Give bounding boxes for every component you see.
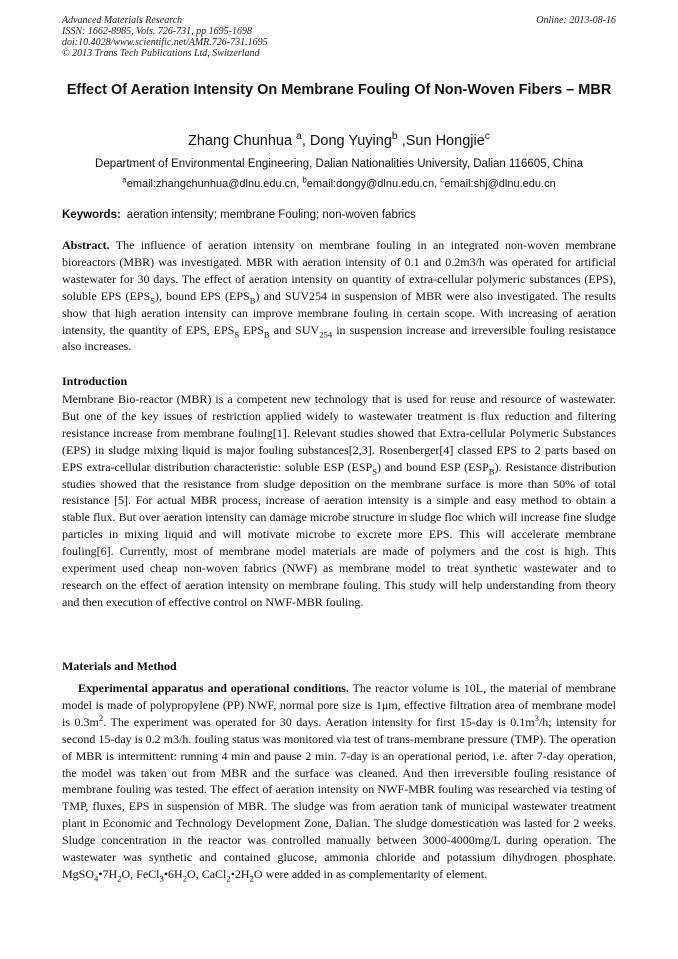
abstract-text: and SUV [269,322,320,337]
journal-name: Advanced Materials Research [62,15,183,26]
methods-text: /h; intensity for second 15-day is 0.2 m3/h. fouling status was monitored via test of trans-membrane pressure (TMP). The operation of MBR is intermittent: running 4 min and pause 2 min. 7-day is an operational period, i.e. after 7-day operation, the model was taken out from MBR and the surface was cleaned. And then irreversible fouling resistance of membrane fouling was tested. The effect of aeration intensity on NWF-MBR fouling was researched via testing of TMP, fluxes, EPS in suspension of MBR. The sludge was from aeration tank of municipal wastewater treatment plant in Economic and Technology Development Zone, Dalian. The sludge domestication was lasted for 2 weeks. Sludge concentration in the reactor was controlled manually between 3000-4000mg/L during operation. The wastewater was synthetic and contained glucose, ammonia chloride and potassium dihydrogen phosphate. MgSO [62,714,616,881]
methods-text: O, FeCl [121,866,160,881]
subscript: 254 [319,328,333,339]
intro-text: ). Resistance distribution studies showed that the resistance from sludge deposition on the membrane surface is more than 50% of total resistance [5]. For actual MBR process, increase of aeration intensity is a simple and easy method to obtain a stable flux. But over aeration intensity can damage microbe structure in sludge floc which will increase fine sludge particles in mixing liquid and will motivate microbe to excrete more EPS. This will accelerate membrane fouling[6]. Currently, most of membrane model materials are made of polymers and the cost is high. This experiment used cheap non-woven fabrics (NWF) as membrane model to treat synthetic wastewater and to research on the effect of aeration intensity on membrane fouling. This study will help understanding from theory and then execution of effective control on NWF-MBR fouling. [62,459,616,609]
author-affil-mark: c [484,131,490,143]
subscript: B [263,328,270,339]
methods-text: O, CaCl [187,866,227,881]
affiliation: Department of Environmental Engineering, Dalian Nationalities University, Dalian 116605, China [95,158,583,170]
subscript: S [150,295,156,306]
email-link[interactable]: email:zhangchunhua@dlnu.edu.cn, [126,178,303,190]
email-mark: c [440,175,445,185]
email-link[interactable]: email:shj@dlnu.edu.cn [444,178,556,190]
methods-paragraph [62,680,616,883]
author-name: , Dong Yuying [301,133,392,149]
email-link[interactable]: email:dongy@dlnu.edu.cn, [306,178,441,190]
methods-subheading: Experimental apparatus and operational conditions. [78,681,349,695]
subscript: 2 [117,873,122,884]
abstract-text: ) and SUV254 in suspension of MBR were also investigated. The results show that high aeration intensity can improve membrane fouling in certain scope. With increasing of aeration intensity, the quantity of EPS, EPS [62,288,617,337]
journal-header [62,15,616,59]
abstract-text: ), bound EPS (EPS [155,288,250,303]
subscript: 3 [159,873,164,884]
intro-text: Membrane Bio-reactor (MBR) is a competent new technology that is used for reuse and resource of wastewater. But one of the key issues of restriction applied widely to wastewater treatment is flux reduction and filtering resistance increase from membrane fouling[1]. Relevant studies showed that Extra-cellular Polymeric Substances (EPS) in sludge mixing liquid is major fouling substances[2,3]. Rosenberger[4] classed EPS to 2 parts based on EPS extra-cellular distribution characteristic: soluble ESP (ESP [62,392,616,474]
doi-line[interactable]: doi:10.4028/www.scientific.net/AMR.726-731.1695 [62,37,268,48]
introduction-heading: Introduction [62,374,128,388]
subscript: B [249,295,256,306]
methods-text: O were added in as complementarity of element. [253,866,488,881]
email-mark: b [302,175,307,185]
online-date: Online: 2013-08-16 [536,15,616,26]
intro-text: ) and bound ESP (ESP [376,459,489,474]
methods-text: •7H [98,866,118,881]
keywords-text: aeration intensity; membrane Fouling; non-woven fabrics [126,209,416,221]
introduction-paragraph [62,391,616,611]
methods-text: •6H [163,866,183,881]
abstract-text: EPS [239,322,264,337]
keywords-label: Keywords: [62,209,121,221]
subscript: 2 [226,873,231,884]
subscript: S [234,328,240,339]
abstract-label: Abstract. [62,238,110,252]
subscript: B [488,466,495,477]
methods-text: . The experiment was operated for 30 days. Aeration intensity for first 15-day is 0.1m [103,714,535,729]
methods-text: •2H [230,866,250,881]
email-mark: a [122,175,127,185]
subscript: S [372,466,377,477]
subscript: 4 [94,873,99,884]
copyright-line: © 2013 Trans Tech Publications Ltd, Switzerland [62,48,260,59]
abstract-text: The influence of aeration intensity on membrane fouling in an integrated non-woven membrane bioreactors (MBR) was investigated. MBR with aeration intensity of 0.1 and 0.2m3/h was operated for artificial wastewater for 30 days. The effect of aeration intensity on quantity of extra-cellular polymeric substances (EPS), soluble EPS (EPS [62,238,616,303]
paper-title: Effect Of Aeration Intensity On Membrane Fouling Of Non-Woven Fibers – MBR [66,82,612,98]
methods-text: The reactor volume is 10L, the material of membrane model is made of polypropylene (PP) NWF, normal pore size is 1μm, effective filtration area of membrane model is 0.3m [62,681,616,729]
author-list [62,132,616,150]
keywords [62,208,616,222]
superscript: 2 [98,712,104,723]
superscript: 3 [534,712,539,723]
author-name: Zhang Chunhua [188,133,293,149]
author-emails [62,177,616,191]
author-name: ,Sun Hongjie [397,133,485,149]
subscript: 2 [249,873,254,884]
subscript: 2 [182,873,188,884]
abstract-text: in suspension increase and irreversible fouling resistance also increases. [62,322,616,354]
issn-line: ISSN: 1662-8985, Vols. 726-731, pp 1695-1698 [62,26,252,37]
methods-heading: Materials and Method [62,659,177,673]
abstract-paragraph [62,237,616,355]
author-affil-mark: b [391,131,398,143]
author-affil-mark: a [296,131,302,143]
